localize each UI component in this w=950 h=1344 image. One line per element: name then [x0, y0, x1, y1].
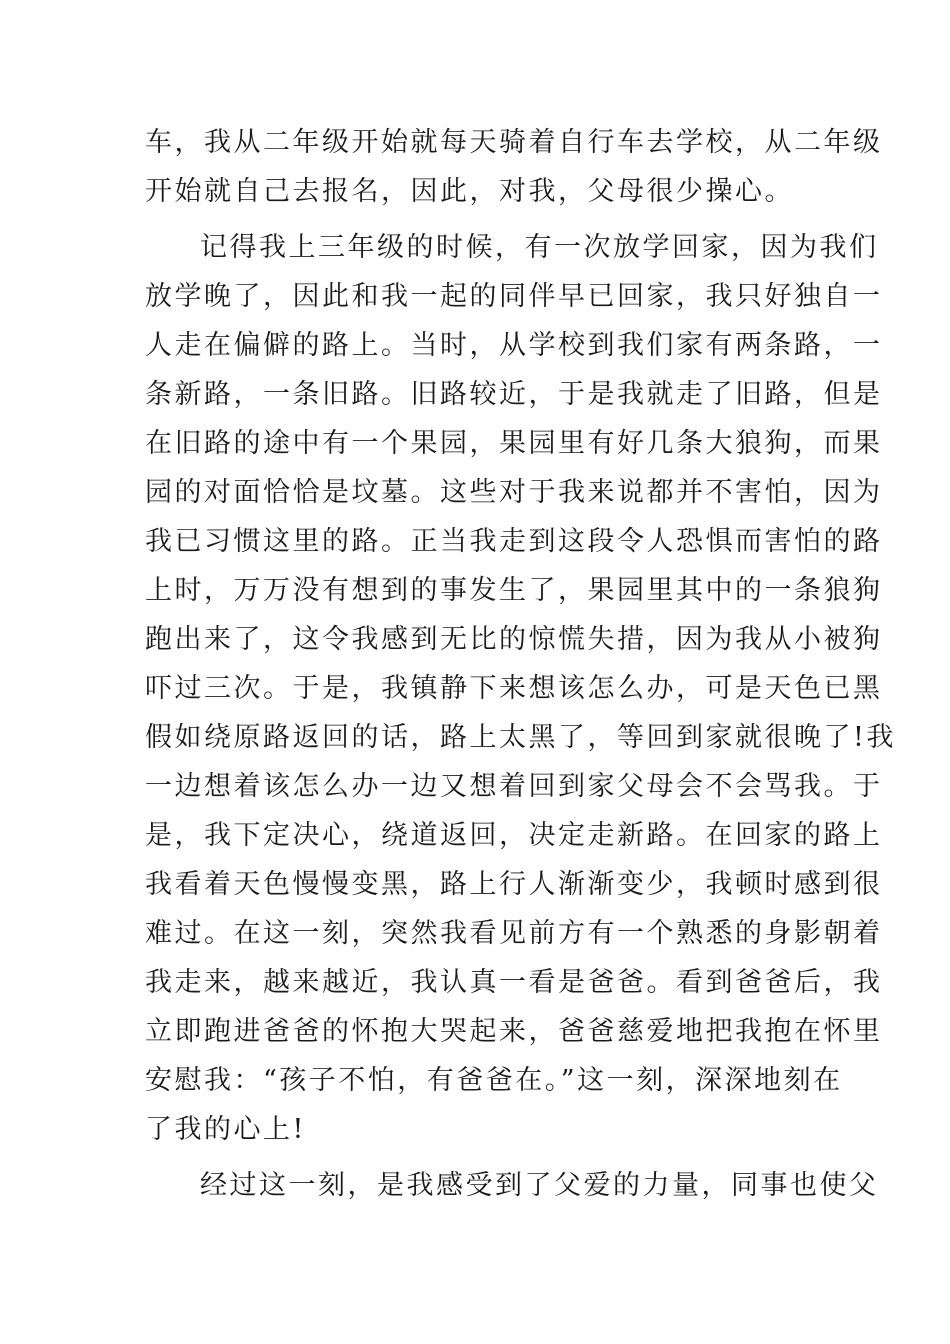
text-line: 了我的心上!: [145, 1114, 306, 1145]
text-line: 条新路，一条旧路。旧路较近，于是我就走了旧路，但是: [145, 379, 883, 410]
text-line: 立即跑进爸爸的怀抱大哭起来，爸爸慈爱地把我抱在怀里: [145, 1016, 883, 1047]
text-line: 假如绕原路返回的话，路上太黑了，等回到家就很晚了!我: [145, 722, 896, 753]
text-line: 跑出来了，这令我感到无比的惊慌失措，因为我从小被狗: [145, 624, 883, 655]
paragraph-start-line: 记得我上三年级的时候，有一次放学回家，因为我们: [200, 232, 879, 263]
text-line: 安慰我：“孩子不怕，有爸爸在。”这一刻，深深地刻在: [145, 1065, 843, 1096]
text-line: 是，我下定决心，绕道返回，决定走新路。在回家的路上: [145, 820, 883, 851]
text-line: 在旧路的途中有一个果园，果园里有好几条大狼狗，而果: [145, 428, 883, 459]
text-line: 我走来，越来越近，我认真一看是爸爸。看到爸爸后，我: [145, 967, 883, 998]
text-line: 上时，万万没有想到的事发生了，果园里其中的一条狼狗: [145, 575, 883, 606]
text-line: 我已习惯这里的路。正当我走到这段令人恐惧而害怕的路: [145, 526, 883, 557]
text-line: 一边想着该怎么办一边又想着回到家父母会不会骂我。于: [145, 771, 883, 802]
text-line: 园的对面恰恰是坟墓。这些对于我来说都并不害怕，因为: [145, 477, 883, 508]
text-line: 吓过三次。于是，我镇静下来想该怎么办，可是天色已黑: [145, 673, 883, 704]
text-line: 我看着天色慢慢变黑，路上行人渐渐变少，我顿时感到很: [145, 869, 883, 900]
text-line: 人走在偏僻的路上。当时，从学校到我们家有两条路，一: [145, 330, 883, 361]
text-line: 开始就自己去报名，因此，对我，父母很少操心。: [145, 176, 794, 207]
text-line: 难过。在这一刻，突然我看见前方有一个熟悉的身影朝着: [145, 918, 883, 949]
text-line: 放学晚了，因此和我一起的同伴早已回家，我只好独自一: [145, 281, 883, 312]
text-line: 车，我从二年级开始就每天骑着自行车去学校，从二年级: [145, 127, 883, 158]
paragraph-start-line: 经过这一刻，是我感受到了父爱的力量，同事也使父: [200, 1170, 879, 1201]
